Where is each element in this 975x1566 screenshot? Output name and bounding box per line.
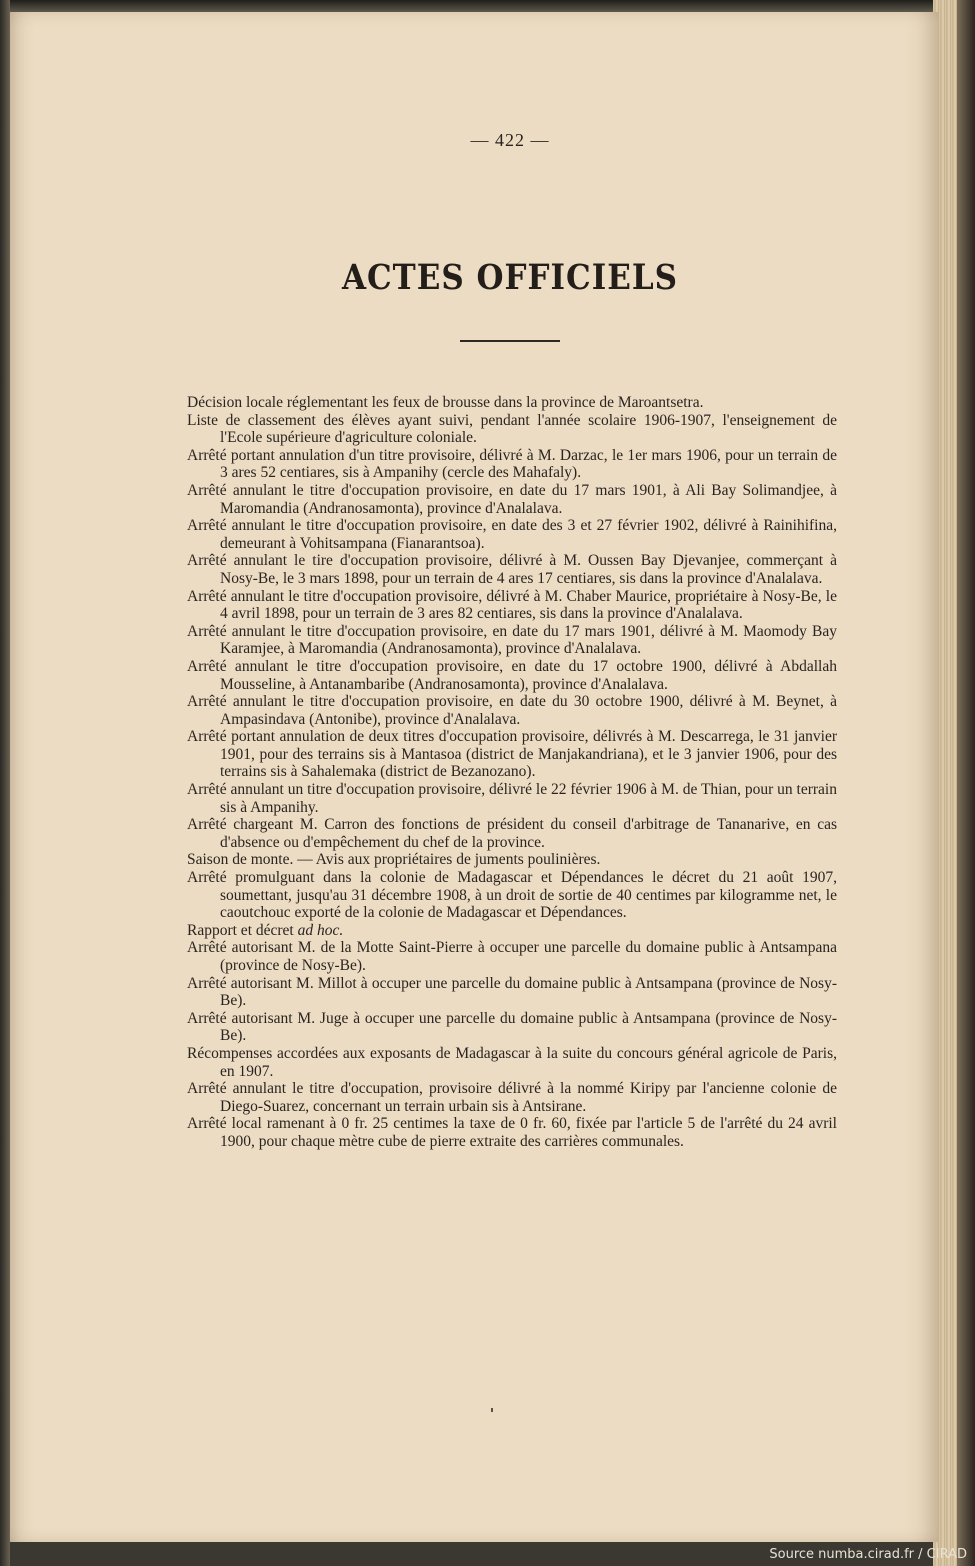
list-item: Récompenses accordées aux exposants de Madagascar à la suite du concours général agricole de Paris, en 1907. (187, 1044, 837, 1080)
footer-mark (491, 1408, 493, 1412)
entries-list (187, 394, 837, 1151)
list-item: Arrêté autorisant M. de la Motte Saint-Pierre à occuper une parcelle du domaine public à Antsampana (province de Nosy-Be). (187, 939, 837, 974)
list-item: Arrêté annulant le titre d'occupation provisoire, en date du 17 mars 1901, délivré à M. Maomody Bay Karamjee, à Maromandia (Andranosamonta), province d'Analalava. (187, 622, 837, 658)
list-item: Arrêté portant annulation de deux titres d'occupation provisoire, délivrés à M. Descarrega, le 31 janvier 1901, pour des terrains sis à Mantasoa (district de Manjakandriana), et le 3 janvier 1906, pour des terrains sis à Sahalemaka (district de Bezanozano). (187, 728, 837, 781)
list-item: Arrêté annulant le titre d'occupation provisoire, en date du 17 mars 1901, à Ali Bay Solimandjee, à Maromandia (Andranosamonta), province d'Analalava. (187, 481, 837, 517)
list-item: Arrêté chargeant M. Carron des fonctions de président du conseil d'arbitrage de Tananarive, en cas d'absence ou d'empêchement du chef de la province. (187, 816, 837, 851)
list-item: Arrêté portant annulation d'un titre provisoire, délivré à M. Darzac, le 1er mars 1906, pour un terrain de 3 ares 52 centiares, sis à Ampanihy (cercle des Mahafaly). (187, 446, 837, 482)
book-gutter (0, 0, 10, 1566)
list-item: Décision locale réglementant les feux de brousse dans la province de Maroantsetra. (187, 394, 704, 411)
list-item: Arrêté annulant le titre d'occupation provisoire, en date des 3 et 27 février 1902, délivré à Rainihifina, demeurant à Vohitsampana (Fianarantsoa). (187, 517, 837, 552)
list-item: Arrêté annulant le titre d'occupation provisoire, en date du 30 octobre 1900, délivré à M. Beynet, à Ampasindava (Antonibe), province d'Analalava. (187, 693, 837, 728)
page-number: — 422 — (470, 130, 550, 150)
title-rule (460, 340, 560, 342)
list-item: Arrêté annulant le titre d'occupation provisoire, en date du 17 octobre 1900, délivré à Abdallah Mousseline, à Antanambaribe (Andranosamonta), province d'Analalava. (187, 657, 837, 693)
ad-hoc-italic: ad hoc. (297, 921, 344, 939)
book-cover-edge (957, 0, 975, 1566)
list-item: Saison de monte. — Avis aux propriétaires de juments poulinières. (187, 851, 601, 869)
page-title: ACTES OFFICIELS (341, 257, 679, 299)
book-top-edge (0, 0, 975, 12)
list-item: Arrêté annulant un titre d'occupation provisoire, délivré le 22 février 1906 à M. de Thian, pour un terrain sis à Ampanihy. (187, 781, 837, 816)
list-item: Arrêté annulant le titre d'occupation, provisoire délivré à la nommé Kiripy par l'ancienne colonie de Diego-Suarez, concernant un terrain urbain sis à Antsirane. (187, 1080, 837, 1115)
list-item: Arrêté promulguant dans la colonie de Madagascar et Dépendances le décret du 21 août 1907, soumettant, jusqu'au 31 décembre 1908, à un droit de sortie de 40 centimes par kilogramme net, le caoutchouc exporté de la colonie de Madagascar et Dépendances. (187, 869, 837, 922)
list-item: Arrêté autorisant M. Millot à occuper une parcelle du domaine public à Antsampana (province de Nosy-Be). (187, 974, 837, 1010)
list-item: Arrêté annulant le titre d'occupation provisoire, délivré à M. Chaber Maurice, propriétaire à Nosy-Be, le 4 avril 1898, pour un terrain de 3 ares 82 centiares, sis dans la province d'Analalava. (187, 587, 837, 623)
list-item: Arrêté annulant le tire d'occupation provisoire, délivré à M. Oussen Bay Djevanjee, commerçant à Nosy-Be, le 3 mars 1898, pour un terrain de 4 ares 17 centiares, sis dans la province d'Analalava. (187, 552, 837, 587)
list-item: Liste de classement des élèves ayant suivi, pendant l'année scolaire 1906-1907, l'enseignement de l'Ecole supérieure d'agriculture coloniale. (187, 411, 837, 447)
list-item: Arrêté local ramenant à 0 fr. 25 centimes la taxe de 0 fr. 60, fixée par l'article 5 de l'arrêté du 24 avril 1900, pour chaque mètre cube de pierre extraite des carrières communales. (187, 1115, 837, 1150)
list-item: Rapport et décret ad hoc. (187, 921, 344, 939)
list-item: Arrêté autorisant M. Juge à occuper une parcelle du domaine public à Antsampana (province de Nosy-Be). (187, 1009, 837, 1045)
source-credit: Source numba.cirad.fr / CIRAD (769, 1547, 967, 1562)
